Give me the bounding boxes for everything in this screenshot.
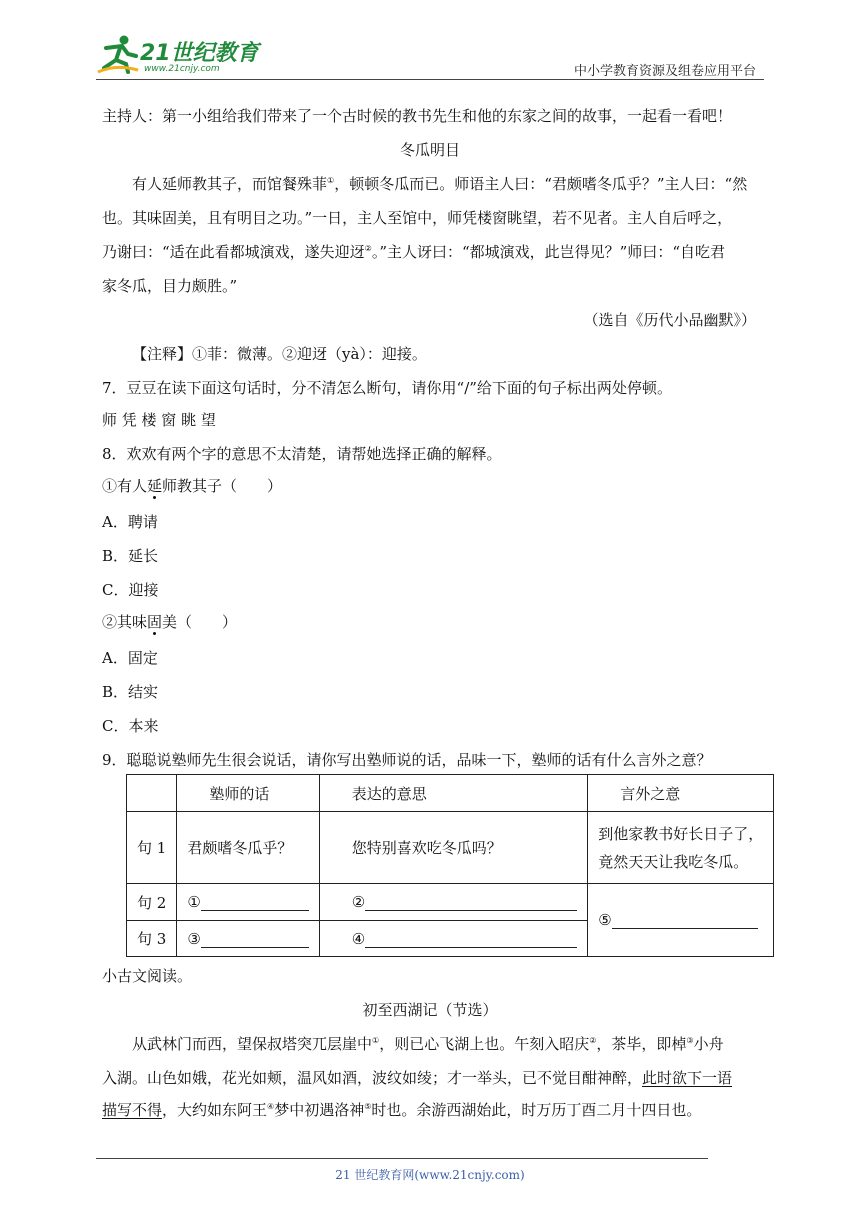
- row-label: 句 3: [127, 921, 177, 957]
- table-header-cell: 表达的意思: [319, 775, 587, 812]
- passage1-line4: 家冬瓜，目力颇胜。”: [102, 277, 238, 295]
- answer-blank-4[interactable]: ④: [319, 921, 587, 957]
- passage2-line1: 从武林门而西，望保叔塔突兀层崖中①，则已心飞湖上也。午刻入昭庆②，茶毕，即棹③小舟: [132, 1035, 724, 1053]
- underlined-sentence: 此时欲下一语: [642, 1069, 733, 1087]
- row-label: 句 2: [127, 884, 177, 921]
- logo-url: www.21cnjy.com: [144, 64, 220, 74]
- teacher-words: 君颇嗜冬瓜乎？: [177, 812, 319, 884]
- answer-blank-2[interactable]: ②: [319, 884, 587, 921]
- q8-sub2-option-a[interactable]: A．固定: [102, 649, 158, 667]
- q8-sub2-option-c[interactable]: C．本来: [102, 717, 159, 735]
- expressed-meaning: 您特别喜欢吃冬瓜吗？: [319, 812, 587, 884]
- answer-blank-5[interactable]: ⑤: [588, 884, 774, 957]
- passage1-line2: 也。其味固美，且有明目之功。”一日，主人至馆中，师凭楼窗眺望，若不见者。主人自后呼之，: [102, 209, 733, 227]
- table-row: [127, 812, 774, 884]
- question-7-sentence: 师 凭 楼 窗 眺 望: [102, 411, 216, 429]
- q8-sub1-option-a[interactable]: A．聘请: [102, 513, 158, 531]
- passage1-title: 冬瓜明目: [399, 141, 460, 159]
- question-9-stem: 9．聪聪说塾师先生很会说话，请你写出塾师说的话，品味一下，塾师的话有什么言外之意？: [102, 751, 712, 769]
- q8-sub2-option-b[interactable]: B．结实: [102, 683, 159, 701]
- table-header-cell: 塾师的话: [177, 775, 319, 812]
- passage2-label: 小古文阅读。: [102, 967, 193, 985]
- emphasis-char-gu: 固: [147, 613, 163, 631]
- question-8-sub1: ①有人延师教其子（ ）: [102, 477, 283, 495]
- answer-blank-1[interactable]: ①: [177, 884, 319, 921]
- header-divider: [96, 79, 764, 80]
- q8-sub1-option-c[interactable]: C．迎接: [102, 581, 159, 599]
- row-label: 句 1: [127, 812, 177, 884]
- footer-link[interactable]: 21 世纪教育网(www.21cnjy.com): [335, 1168, 525, 1182]
- platform-name: 中小学教育资源及组卷应用平台: [573, 64, 756, 79]
- question-7-stem: 7．豆豆在读下面这句话时，分不清怎么断句，请你用“/”给下面的句子标出两处停顿。: [102, 379, 672, 397]
- question-8-sub2: ②其味固美（ ）: [102, 613, 238, 631]
- table-header-cell: [127, 775, 177, 812]
- logo-text: 21世纪教育: [140, 41, 259, 66]
- note-mark-2: ②: [364, 244, 372, 253]
- passage2-line2: 入湖。山色如娥，花光如颊，温风如酒，波纹如绫；才一举头，已不觉目酣神醉，此时欲下一语: [102, 1069, 733, 1087]
- emphasis-char-yan: 延: [147, 477, 163, 495]
- footer-divider: [96, 1158, 708, 1159]
- passage2-title: 初至西湖记（节选）: [362, 1001, 498, 1019]
- answer-table: [126, 774, 774, 957]
- answer-blank-3[interactable]: ③: [177, 921, 319, 957]
- passage1-line3: 乃谢曰：“适在此看都城演戏，遂失迎迓②。”主人讶曰：“都城演戏，此岂得见？”师曰：“自吃君: [102, 243, 726, 261]
- table-row: [127, 884, 774, 921]
- note-mark-1: ①: [327, 176, 335, 185]
- implied-meaning: 到他家教书好长日子了， 竟然天天让我吃冬瓜。: [588, 812, 774, 884]
- question-8-stem: 8．欢欢有两个字的意思不太清楚，请帮她选择正确的解释。: [102, 445, 502, 463]
- passage1-notes: 【注释】①菲：微薄。②迎迓（yà）：迎接。: [132, 345, 427, 363]
- runner-logo-icon: [96, 34, 140, 74]
- q8-sub1-option-b[interactable]: B．延长: [102, 547, 159, 565]
- underlined-sentence: 描写不得: [102, 1101, 163, 1119]
- site-logo[interactable]: [96, 34, 266, 78]
- host-intro: 主持人：第一小组给我们带来了一个古时候的教书先生和他的东家之间的故事，一起看一看吧！: [102, 107, 733, 125]
- passage1-line1: 有人延师教其子，而馆餐殊菲①，顿顿冬瓜而已。师语主人曰：“君颇嗜冬瓜乎？”主人曰：“然: [132, 175, 748, 193]
- passage2-line3: 描写不得，大约如东阿王④梦中初遇洛神⑤时也。余游西湖始此，时万历丁酉二月十四日也。: [102, 1101, 702, 1119]
- passage1-source: （选自《历代小品幽默》）: [583, 311, 756, 329]
- table-header-cell: 言外之意: [588, 775, 774, 812]
- table-header-row: [127, 775, 774, 812]
